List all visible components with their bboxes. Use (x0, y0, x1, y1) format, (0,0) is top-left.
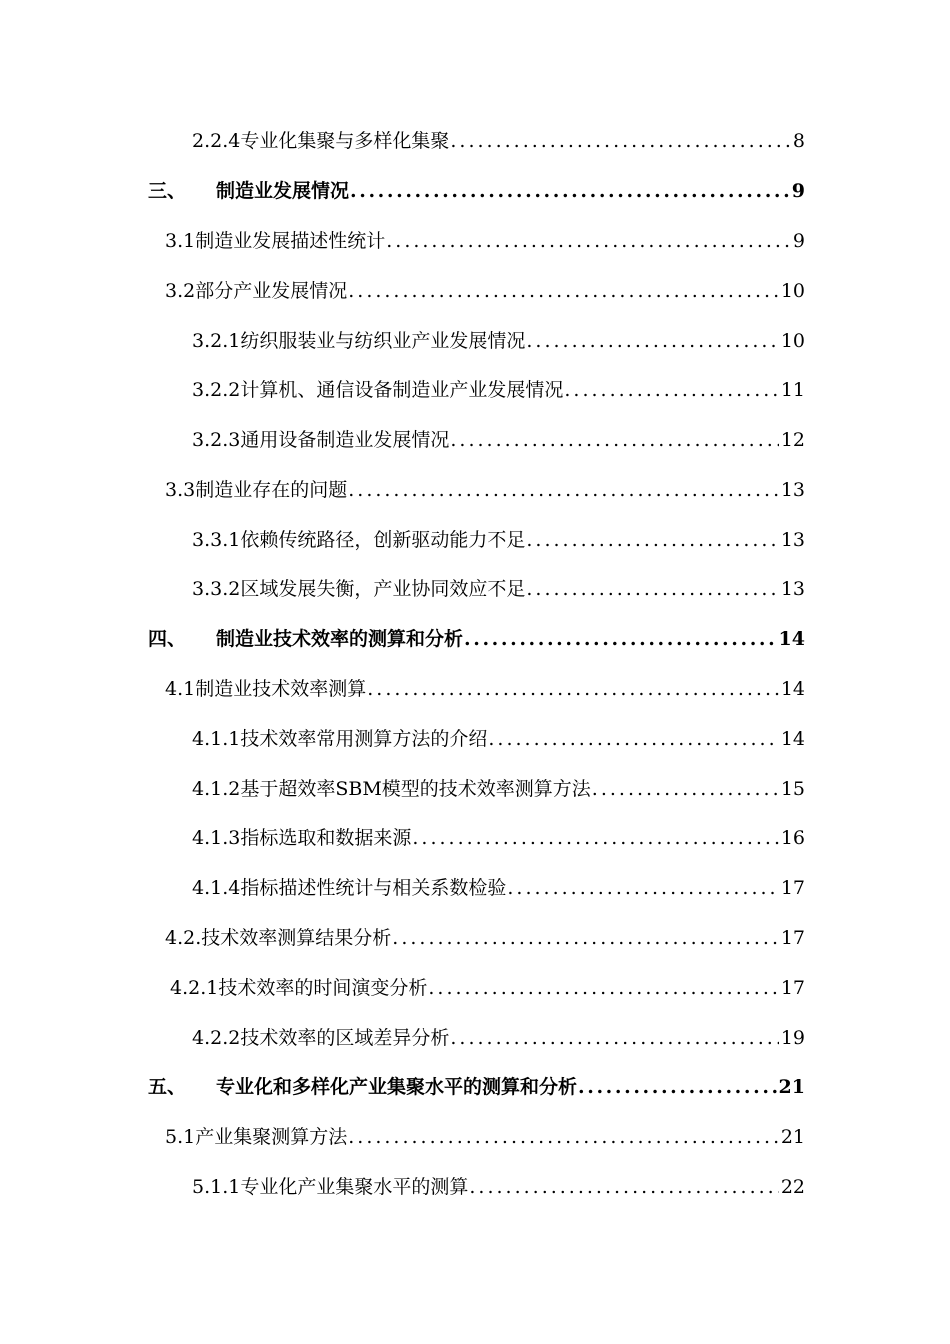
toc-entry-page: 14 (780, 728, 805, 750)
toc-entry-page: 19 (780, 1027, 805, 1049)
toc-entry-title: 区域发展失衡，产业协同效应不足 (240, 578, 526, 600)
toc-entry-title: 制造业发展情况 (216, 180, 350, 202)
toc-entry-title: 专业化集聚与多样化集聚 (240, 130, 450, 152)
toc-dot-leader (392, 923, 779, 953)
toc-entry-number: 5.1 (165, 1126, 196, 1148)
toc-entry-page: 17 (780, 927, 805, 949)
toc-entry[interactable] (192, 375, 805, 405)
toc-entry-number: 三、 (148, 180, 187, 202)
toc-entry-number: 3.3.2 (192, 578, 241, 600)
toc-dot-leader (367, 674, 779, 704)
toc-entry-title: 专业化产业集聚水平的测算 (240, 1176, 469, 1198)
toc-entry-title: 技术效率的时间演变分析 (218, 977, 428, 999)
toc-dot-leader (348, 475, 779, 505)
toc-dot-leader (488, 724, 778, 754)
toc-dot-leader (526, 574, 778, 604)
toc-entry[interactable] (165, 475, 805, 505)
toc-entry-title: 产业集聚测算方法 (195, 1126, 348, 1148)
toc-entry-page: 9 (792, 230, 805, 252)
toc-entry[interactable] (148, 624, 805, 654)
toc-entry-page: 13 (780, 529, 805, 551)
toc-entry-page: 13 (780, 479, 805, 501)
toc-entry-page: 9 (791, 180, 805, 202)
toc-entry-page: 10 (780, 330, 805, 352)
toc-entry-page: 22 (780, 1176, 805, 1198)
toc-entry[interactable] (165, 674, 805, 704)
toc-dot-leader (348, 276, 779, 306)
toc-dot-leader (450, 1023, 778, 1053)
toc-entry-page: 21 (778, 1076, 805, 1098)
toc-dot-leader (450, 126, 791, 156)
toc-entry[interactable] (192, 425, 805, 455)
toc-entry-page: 8 (792, 130, 805, 152)
toc-entry[interactable] (165, 226, 805, 256)
toc-entry-title: 指标选取和数据来源 (240, 827, 412, 849)
toc-dot-leader (348, 1122, 779, 1152)
toc-dot-leader (592, 774, 779, 804)
toc-dot-leader (450, 425, 778, 455)
toc-dot-leader (578, 1072, 777, 1102)
toc-entry[interactable] (165, 923, 805, 953)
toc-entry-number: 5.1.1 (192, 1176, 241, 1198)
toc-entry-title: 技术效率的区域差异分析 (240, 1027, 450, 1049)
toc-dot-leader (526, 525, 778, 555)
toc-entry[interactable] (165, 276, 805, 306)
toc-entry[interactable] (192, 1172, 805, 1202)
toc-entry[interactable] (148, 176, 805, 206)
toc-entry-number: 4.1.1 (192, 728, 241, 750)
toc-entry[interactable] (192, 873, 805, 903)
toc-entry[interactable] (170, 973, 805, 1003)
toc-entry-number: 3.3.1 (192, 529, 241, 551)
toc-entry-number: 4.1.2 (192, 778, 241, 800)
toc-entry[interactable] (192, 1023, 805, 1053)
toc-entry-number: 3.2.3 (192, 429, 241, 451)
toc-dot-leader (469, 1172, 778, 1202)
toc-entry-number: 4.2.1 (170, 977, 219, 999)
toc-entry-title: 计算机、通信设备制造业产业发展情况 (240, 379, 564, 401)
toc-entry[interactable] (165, 1122, 805, 1152)
toc-entry-number: 3.3 (165, 479, 196, 501)
toc-entry-title: 指标描述性统计与相关系数检验 (240, 877, 507, 899)
toc-dot-leader (386, 226, 791, 256)
toc-entry[interactable] (148, 1072, 805, 1102)
toc-entry-title: 基于超效率SBM模型的技术效率测算方法 (240, 778, 591, 800)
toc-entry[interactable] (192, 823, 805, 853)
toc-entry-number: 3.2.2 (192, 379, 241, 401)
toc-entry-number: 3.2.1 (192, 330, 241, 352)
toc-entry-page: 13 (780, 578, 805, 600)
toc-entry-title: 制造业技术效率的测算和分析 (216, 628, 464, 650)
toc-entry-number: 四、 (148, 628, 187, 650)
toc-entry-title: 制造业存在的问题 (195, 479, 348, 501)
toc-entry-number: 4.1 (165, 678, 196, 700)
toc-entry-title: 依赖传统路径，创新驱动能力不足 (240, 529, 526, 551)
toc-entry-page: 14 (780, 678, 805, 700)
toc-entry[interactable] (192, 724, 805, 754)
toc-entry-title: 制造业技术效率测算 (195, 678, 367, 700)
toc-entry-number: 4.2. (165, 927, 202, 949)
toc-entry-number: 4.2.2 (192, 1027, 241, 1049)
toc-entry-page: 17 (780, 877, 805, 899)
toc-entry[interactable] (192, 774, 805, 804)
toc-entry-number: 五、 (148, 1076, 187, 1098)
toc-dot-leader (526, 326, 778, 356)
toc-entry-number: 2.2.4 (192, 130, 241, 152)
toc-dot-leader (507, 873, 778, 903)
toc-entry-page: 11 (780, 379, 805, 401)
toc-entry[interactable] (192, 326, 805, 356)
toc-entry-number: 4.1.3 (192, 827, 241, 849)
toc-entry-page: 16 (780, 827, 805, 849)
toc-entry-title: 专业化和多样化产业集聚水平的测算和分析 (216, 1076, 578, 1098)
toc-dot-leader (428, 973, 778, 1003)
toc-dot-leader (464, 624, 777, 654)
toc-entry[interactable] (192, 574, 805, 604)
toc-entry-number: 3.2 (165, 280, 196, 302)
toc-entry-title: 通用设备制造业发展情况 (240, 429, 450, 451)
toc-entry-page: 21 (780, 1126, 805, 1148)
toc-entry-page: 14 (778, 628, 805, 650)
toc-entry-page: 15 (780, 778, 805, 800)
toc-entry[interactable] (192, 126, 805, 156)
toc-entry-title: 部分产业发展情况 (195, 280, 348, 302)
toc-entry-number: 4.1.4 (192, 877, 241, 899)
toc-dot-leader (350, 176, 790, 206)
toc-entry-page: 17 (780, 977, 805, 999)
toc-entry-title: 制造业发展描述性统计 (195, 230, 386, 252)
toc-entry[interactable] (192, 525, 805, 555)
toc-entry-title: 技术效率测算结果分析 (201, 927, 392, 949)
toc-entry-title: 技术效率常用测算方法的介绍 (240, 728, 488, 750)
toc-entry-number: 3.1 (165, 230, 196, 252)
toc-entry-page: 12 (780, 429, 805, 451)
toc-entry-title: 纺织服装业与纺织业产业发展情况 (240, 330, 526, 352)
toc-dot-leader (564, 375, 778, 405)
toc-dot-leader (412, 823, 778, 853)
toc-entry-page: 10 (780, 280, 805, 302)
